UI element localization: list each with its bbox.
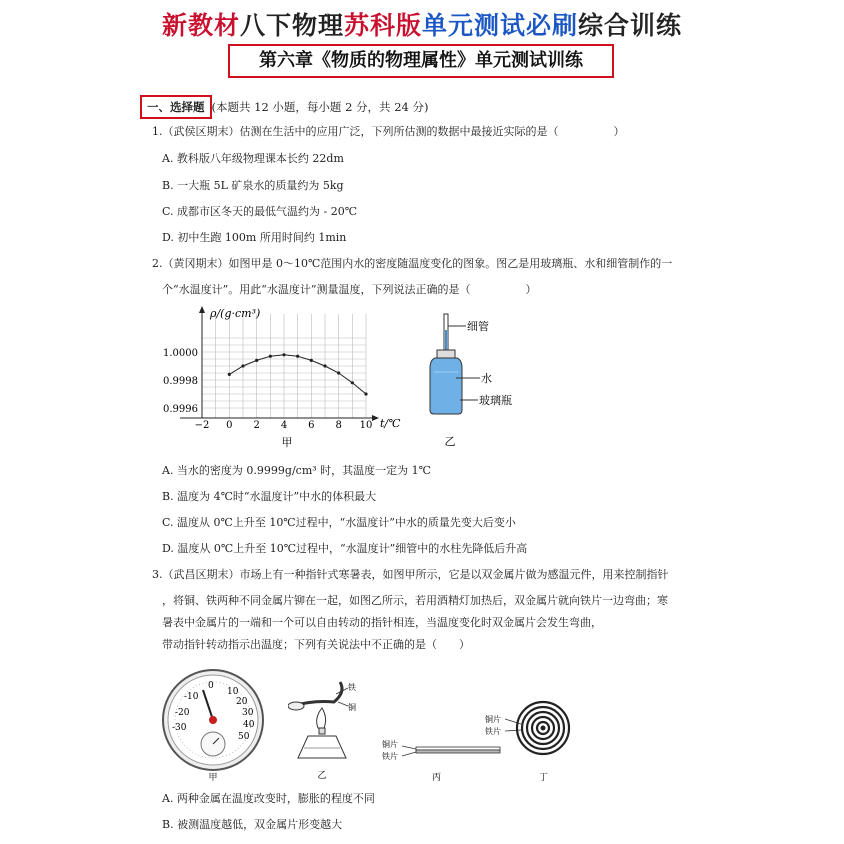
x-tick-label: 6 [308, 420, 315, 431]
fig3-bing-label: 丙 [432, 773, 442, 783]
chart-ticks [163, 348, 372, 431]
data-point [323, 364, 326, 367]
q3-stem-line1: 3.（武昌区期末）市场上有一种指针式寒暑表，如图甲所示，它是以双金属片做为感温元件，用来控制指针 [152, 568, 669, 581]
svg-text:-20: -20 [175, 708, 190, 718]
q3-option-b: B. 被测温度越低，双金属片形变越大 [162, 818, 343, 831]
svg-text:0: 0 [208, 681, 214, 691]
svg-text:30: 30 [242, 708, 254, 718]
title-part-4: 单元测试必刷 [422, 11, 579, 40]
q1-option-c: C. 成都市区冬天的最低气温约为 - 20℃ [162, 205, 358, 218]
q3-option-a: A. 两种金属在温度改变时，膨胀的程度不同 [162, 792, 375, 805]
q2-stem-line2: 个“水温度计”。用此“水温度计”测量温度，下列说法正确的是（ ） [162, 283, 537, 296]
label-tongpian-2: 铜片 [485, 715, 501, 724]
y-tick-label: 0.9998 [163, 376, 198, 387]
label-tongpian-1: 铜片 [382, 740, 398, 749]
x-axis-label: t/℃ [380, 417, 401, 430]
dial-hub [209, 716, 217, 724]
data-point [255, 359, 258, 362]
data-point [310, 359, 313, 362]
water-thermometer-figure [420, 312, 560, 452]
section-label: 一、选择题 [140, 95, 212, 119]
title-part-5: 综合训练 [578, 11, 683, 40]
data-point [364, 392, 367, 395]
label-tiepian-2: 铁片 [485, 727, 501, 736]
x-tick-label: 2 [253, 420, 260, 431]
label-tong: 铜 [348, 703, 356, 712]
y-tick-label: 1.0000 [163, 348, 198, 359]
data-point [241, 364, 244, 367]
data-point [296, 355, 299, 358]
bottle-cap [437, 350, 455, 358]
straight-strip-figure [382, 730, 502, 786]
glass-bottle [430, 358, 462, 414]
x-tick-label: 10 [359, 420, 373, 431]
q2-option-a: A. 当水的密度为 0.9999g/cm³ 时，其温度一定为 1℃ [162, 464, 431, 477]
coiled-strip-figure [485, 694, 575, 786]
data-point [228, 373, 231, 376]
q2-option-b: B. 温度为 4℃时“水温度计”中水的体积最大 [162, 490, 377, 503]
data-point [269, 355, 272, 358]
q1-option-d: D. 初中生跑 100m 所用时间约 1min [162, 231, 347, 244]
page-title [0, 6, 844, 42]
label-tie: 铁 [348, 683, 356, 692]
x-tick-label: 0 [226, 420, 233, 431]
data-point [282, 353, 285, 356]
density-chart [150, 300, 410, 455]
y-axis-arrow [199, 306, 205, 313]
x-axis-arrow [372, 415, 379, 421]
q3-stem-line3: 暑表中金属片的一端和一个可以自由转动的指针相连，当温度变化时双金属片会发生弯曲， [162, 616, 602, 629]
x-tick-label: 8 [335, 420, 342, 431]
q3-stem-line4: 带动指针转动指示出温度；下列有关说法中不正确的是（ ） [162, 638, 470, 651]
q2-option-c: C. 温度从 0℃上升至 10℃过程中，“水温度计”中水的质量先变大后变小 [162, 516, 516, 529]
svg-text:10: 10 [227, 687, 239, 697]
dial-thermometer-figure [158, 668, 268, 784]
data-point [337, 371, 340, 374]
label-tiepian-1: 铁片 [382, 752, 398, 761]
label-tube: 细管 [467, 320, 489, 333]
fig3-yi-label: 乙 [317, 771, 327, 781]
y-tick-label: 0.9996 [163, 404, 198, 415]
section-header [140, 95, 429, 119]
svg-text:-10: -10 [184, 692, 199, 702]
x-tick-label: −2 [194, 420, 210, 431]
fig-yi-label: 乙 [444, 435, 456, 448]
q3-stem-line2: ，将铜、铁两种不同金属片铆在一起，如图乙所示，若用酒精灯加热后，双金属片就向铁片一边弯曲；寒 [162, 594, 668, 607]
y-axis-label: ρ/(g·cm³) [210, 307, 261, 320]
label-water: 水 [481, 372, 492, 385]
chart-grid [202, 314, 366, 418]
x-tick-label: 4 [280, 420, 288, 431]
q1-option-b: B. 一大瓶 5L 矿泉水的质量约为 5kg [162, 179, 344, 192]
title-part-3: 苏科版 [343, 11, 422, 40]
q1-stem: 1.（武侯区期末）估测在生活中的应用广泛，下列所估测的数据中最接近实际的是（ ） [152, 125, 625, 138]
fig3-ding-label: 丁 [539, 773, 549, 783]
fig-jia-label: 甲 [281, 436, 293, 449]
q1-option-a: A. 教科版八年级物理课本长约 22dm [162, 152, 344, 165]
alcohol-lamp [298, 736, 346, 758]
flame [317, 708, 326, 728]
section-desc: (本题共 12 小题，每小题 2 分，共 24 分) [211, 100, 429, 114]
svg-text:40: 40 [243, 720, 255, 730]
svg-text:50: 50 [238, 732, 250, 742]
svg-text:-30: -30 [172, 723, 187, 733]
label-bottle: 玻璃瓶 [479, 394, 512, 407]
title-part-1: 新教材 [161, 11, 240, 40]
title-part-2: 八下物理 [239, 11, 344, 40]
fig3-jia-label: 甲 [208, 773, 218, 783]
q2-stem-line1: 2.（黄冈期末）如图甲是 0～10℃范围内水的密度随温度变化的图象。图乙是用玻璃瓶、水和细管制作的一 [152, 257, 673, 270]
chapter-title: 第六章《物质的物理属性》单元测试训练 [228, 44, 614, 78]
q2-option-d: D. 温度从 0℃上升至 10℃过程中，“水温度计”细管中的水柱先降低后升高 [162, 542, 528, 555]
alcohol-lamp-figure [288, 678, 368, 786]
data-point [351, 381, 354, 384]
svg-text:20: 20 [236, 697, 248, 707]
